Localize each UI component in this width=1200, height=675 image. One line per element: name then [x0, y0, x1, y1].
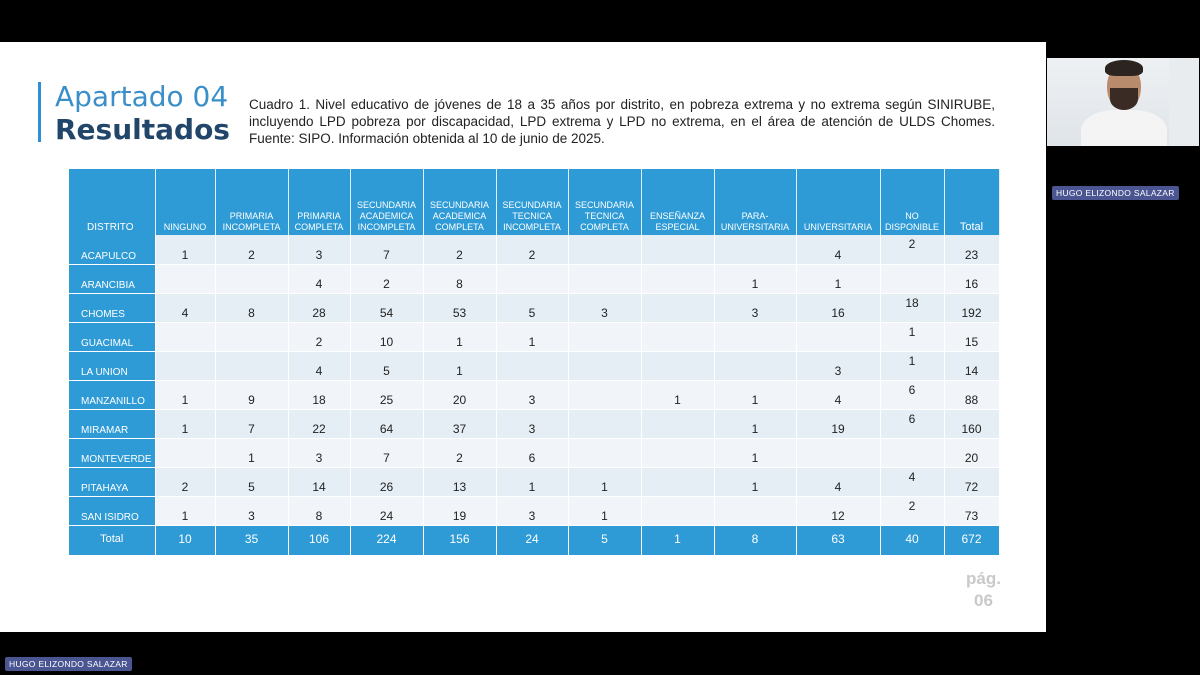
value-cell: 7 — [350, 438, 423, 467]
table-row — [69, 351, 999, 380]
table-header-row — [69, 169, 999, 235]
value-cell: 2 — [880, 235, 944, 264]
value-cell: 106 — [288, 525, 350, 555]
value-cell: 3 — [496, 380, 568, 409]
value-cell: 1 — [796, 264, 880, 293]
column-header: ENSEÑANZA ESPECIAL — [641, 169, 714, 235]
value-cell: 2 — [155, 467, 215, 496]
page-label: pág. — [966, 569, 1001, 588]
value-cell: 14 — [944, 351, 999, 380]
value-cell: 1 — [423, 351, 496, 380]
value-cell — [714, 235, 796, 264]
table-row — [69, 322, 999, 351]
value-cell: 6 — [880, 380, 944, 409]
value-cell — [714, 351, 796, 380]
value-cell — [714, 496, 796, 525]
participant-video-tile[interactable] — [1047, 58, 1199, 146]
value-cell — [155, 322, 215, 351]
value-cell: 28 — [288, 293, 350, 322]
value-cell: 5 — [568, 525, 641, 555]
column-header: SECUNDARIA TECNICA INCOMPLETA — [496, 169, 568, 235]
value-cell: 10 — [155, 525, 215, 555]
value-cell: 19 — [796, 409, 880, 438]
value-cell: 15 — [944, 322, 999, 351]
shared-slide — [0, 42, 1046, 632]
value-cell — [215, 351, 288, 380]
value-cell — [880, 264, 944, 293]
column-header: NINGUNO — [155, 169, 215, 235]
value-cell: 156 — [423, 525, 496, 555]
value-cell — [568, 380, 641, 409]
value-cell: 3 — [796, 351, 880, 380]
table-row — [69, 438, 999, 467]
value-cell: 63 — [796, 525, 880, 555]
value-cell: 88 — [944, 380, 999, 409]
value-cell: 73 — [944, 496, 999, 525]
value-cell — [568, 322, 641, 351]
column-header: PARA-UNIVERSITARIA — [714, 169, 796, 235]
presenter-name-tag: HUGO ELIZONDO SALAZAR — [5, 657, 132, 671]
value-cell: 72 — [944, 467, 999, 496]
table-row — [69, 409, 999, 438]
value-cell: 3 — [288, 235, 350, 264]
district-cell: ARANCIBIA — [69, 264, 155, 293]
district-cell: CHOMES — [69, 293, 155, 322]
value-cell: 4 — [880, 467, 944, 496]
value-cell: 192 — [944, 293, 999, 322]
value-cell: 8 — [215, 293, 288, 322]
page-number — [966, 568, 1001, 612]
value-cell: 4 — [155, 293, 215, 322]
value-cell — [641, 351, 714, 380]
column-header: NO DISPONIBLE — [880, 169, 944, 235]
value-cell: 18 — [288, 380, 350, 409]
participant-hair — [1105, 60, 1143, 76]
value-cell: 1 — [641, 525, 714, 555]
value-cell: 24 — [350, 496, 423, 525]
value-cell: 1 — [568, 467, 641, 496]
value-cell: 8 — [714, 525, 796, 555]
value-cell — [155, 264, 215, 293]
value-cell — [641, 264, 714, 293]
value-cell — [155, 351, 215, 380]
value-cell: 14 — [288, 467, 350, 496]
column-header: UNIVERSITARIA — [796, 169, 880, 235]
value-cell: 1 — [880, 322, 944, 351]
table-row — [69, 235, 999, 264]
column-header: SECUNDARIA ACADEMICA INCOMPLETA — [350, 169, 423, 235]
value-cell: 8 — [288, 496, 350, 525]
value-cell: 3 — [714, 293, 796, 322]
value-cell: 7 — [350, 235, 423, 264]
value-cell: 1 — [714, 264, 796, 293]
value-cell: 2 — [350, 264, 423, 293]
value-cell — [714, 322, 796, 351]
value-cell: 224 — [350, 525, 423, 555]
value-cell: 20 — [944, 438, 999, 467]
participant-name-tag: HUGO ELIZONDO SALAZAR — [1052, 186, 1179, 200]
value-cell — [568, 409, 641, 438]
value-cell — [641, 438, 714, 467]
value-cell: 2 — [288, 322, 350, 351]
value-cell: 24 — [496, 525, 568, 555]
value-cell — [568, 351, 641, 380]
value-cell: 1 — [155, 496, 215, 525]
column-header: Total — [944, 169, 999, 235]
value-cell: 1 — [155, 380, 215, 409]
value-cell: 2 — [880, 496, 944, 525]
value-cell — [496, 351, 568, 380]
value-cell: 5 — [350, 351, 423, 380]
table-row — [69, 264, 999, 293]
column-header: DISTRITO — [69, 169, 155, 235]
value-cell: 5 — [496, 293, 568, 322]
value-cell: 3 — [568, 293, 641, 322]
value-cell: 2 — [423, 438, 496, 467]
value-cell: 53 — [423, 293, 496, 322]
value-cell: 1 — [714, 438, 796, 467]
value-cell — [215, 264, 288, 293]
value-cell — [880, 438, 944, 467]
table-caption: Cuadro 1. Nivel educativo de jóvenes de 18 a 35 años por distrito, en pobreza extrema y no extrema según SINIRUBE, incluyendo LPD pobreza por discapacidad, LPD extrema y LPD no extrema, en el área de atención de ULDS Chomes. Fuente: SIPO. Información obtenida al 10 de junio de 2025. — [249, 97, 995, 146]
column-header: PRIMARIA COMPLETA — [288, 169, 350, 235]
value-cell: 3 — [215, 496, 288, 525]
value-cell: 3 — [496, 409, 568, 438]
value-cell — [641, 496, 714, 525]
video-background — [1169, 58, 1199, 146]
column-header: SECUNDARIA TECNICA COMPLETA — [568, 169, 641, 235]
value-cell: 25 — [350, 380, 423, 409]
value-cell: 1 — [496, 322, 568, 351]
table-row — [69, 380, 999, 409]
value-cell: 2 — [496, 235, 568, 264]
value-cell: 1 — [423, 322, 496, 351]
value-cell: 54 — [350, 293, 423, 322]
value-cell: 22 — [288, 409, 350, 438]
table-row — [69, 496, 999, 525]
value-cell: 4 — [288, 351, 350, 380]
district-cell: MANZANILLO — [69, 380, 155, 409]
participant-shirt — [1081, 110, 1167, 146]
page-value: 06 — [974, 591, 993, 610]
value-cell: 18 — [880, 293, 944, 322]
value-cell: 4 — [796, 380, 880, 409]
value-cell: 40 — [880, 525, 944, 555]
column-header: SECUNDARIA ACADEMICA COMPLETA — [423, 169, 496, 235]
title-accent-bar — [38, 82, 41, 142]
value-cell: 23 — [944, 235, 999, 264]
total-row — [69, 525, 999, 555]
value-cell — [568, 235, 641, 264]
table-row — [69, 467, 999, 496]
value-cell: 1 — [155, 409, 215, 438]
value-cell — [641, 467, 714, 496]
value-cell: 1 — [155, 235, 215, 264]
slide-title — [55, 80, 230, 146]
value-cell: 4 — [796, 235, 880, 264]
participant-beard — [1110, 88, 1138, 110]
value-cell: 13 — [423, 467, 496, 496]
district-cell: Total — [69, 525, 155, 555]
value-cell: 2 — [423, 235, 496, 264]
value-cell: 16 — [944, 264, 999, 293]
value-cell — [496, 264, 568, 293]
value-cell: 7 — [215, 409, 288, 438]
value-cell: 10 — [350, 322, 423, 351]
value-cell: 2 — [215, 235, 288, 264]
value-cell — [155, 438, 215, 467]
value-cell: 1 — [714, 380, 796, 409]
value-cell: 16 — [796, 293, 880, 322]
value-cell: 672 — [944, 525, 999, 555]
value-cell: 3 — [288, 438, 350, 467]
section-title: Resultados — [55, 113, 230, 146]
value-cell: 4 — [796, 467, 880, 496]
district-cell: ACAPULCO — [69, 235, 155, 264]
value-cell: 1 — [641, 380, 714, 409]
value-cell — [215, 322, 288, 351]
education-table — [69, 169, 1000, 556]
district-cell: MIRAMAR — [69, 409, 155, 438]
value-cell: 4 — [288, 264, 350, 293]
value-cell: 12 — [796, 496, 880, 525]
value-cell: 160 — [944, 409, 999, 438]
value-cell — [796, 322, 880, 351]
value-cell: 1 — [714, 409, 796, 438]
value-cell: 1 — [880, 351, 944, 380]
value-cell — [641, 235, 714, 264]
value-cell: 6 — [880, 409, 944, 438]
value-cell: 19 — [423, 496, 496, 525]
table-row — [69, 293, 999, 322]
district-cell: PITAHAYA — [69, 467, 155, 496]
value-cell — [568, 438, 641, 467]
district-cell: LA UNION — [69, 351, 155, 380]
value-cell: 64 — [350, 409, 423, 438]
column-header: PRIMARIA INCOMPLETA — [215, 169, 288, 235]
value-cell: 20 — [423, 380, 496, 409]
value-cell: 5 — [215, 467, 288, 496]
value-cell — [568, 264, 641, 293]
district-cell: SAN ISIDRO — [69, 496, 155, 525]
value-cell: 6 — [496, 438, 568, 467]
value-cell: 8 — [423, 264, 496, 293]
value-cell — [796, 438, 880, 467]
value-cell: 26 — [350, 467, 423, 496]
value-cell: 1 — [215, 438, 288, 467]
value-cell: 35 — [215, 525, 288, 555]
value-cell: 9 — [215, 380, 288, 409]
value-cell — [641, 293, 714, 322]
value-cell — [641, 409, 714, 438]
district-cell: MONTEVERDE — [69, 438, 155, 467]
value-cell: 3 — [496, 496, 568, 525]
value-cell: 1 — [496, 467, 568, 496]
section-label: Apartado 04 — [55, 80, 229, 113]
value-cell: 1 — [568, 496, 641, 525]
value-cell — [641, 322, 714, 351]
value-cell: 1 — [714, 467, 796, 496]
district-cell: GUACIMAL — [69, 322, 155, 351]
value-cell: 37 — [423, 409, 496, 438]
